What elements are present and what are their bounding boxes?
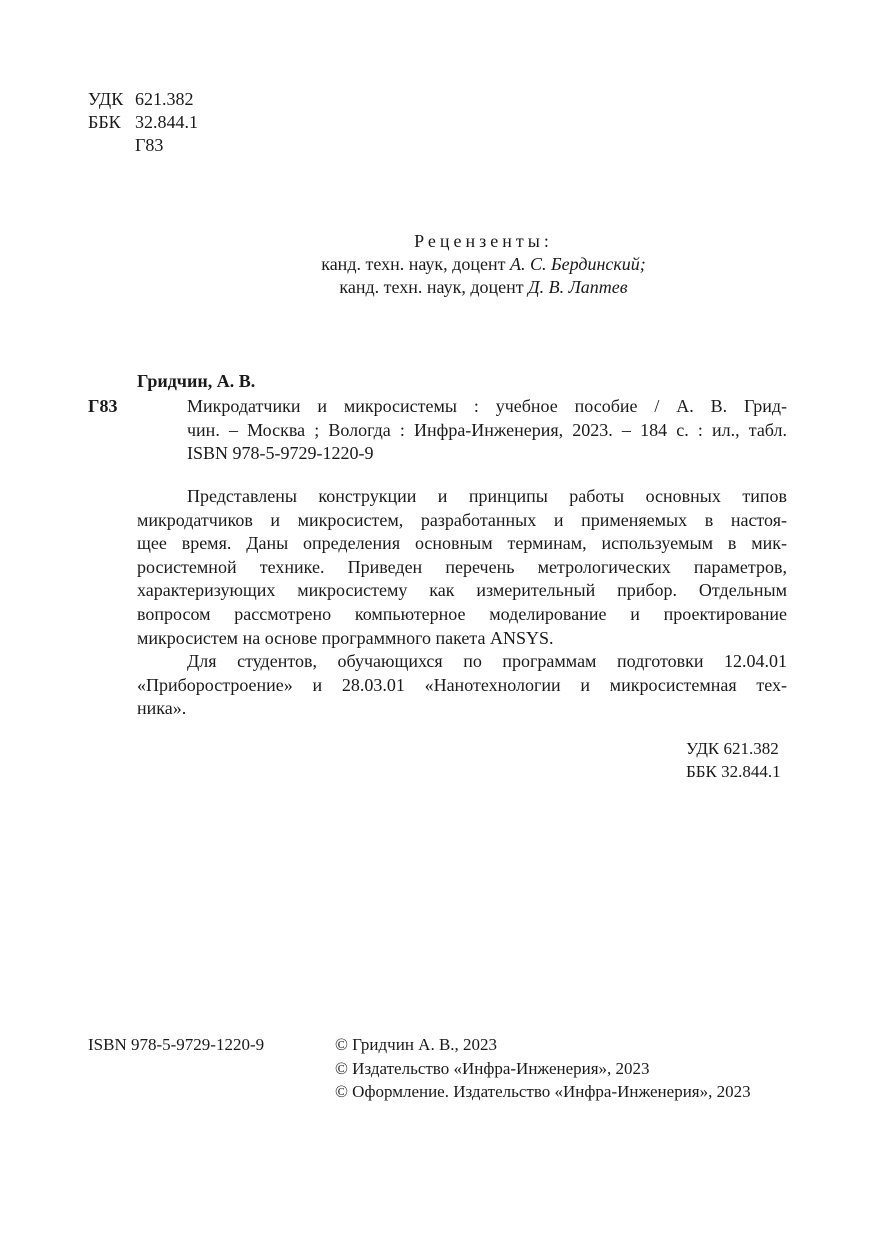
annotation-line: вопросом рассмотрено компьютерное моделирование и проектирование <box>137 603 787 624</box>
author-mark-top: Г83 <box>135 135 164 155</box>
copyright-author: © Гридчин А. В., 2023 <box>335 1035 498 1054</box>
reviewer-2-title: канд. техн. наук, доцент <box>339 277 524 297</box>
udk-value: 621.382 <box>135 89 194 109</box>
description-line-1: Микродатчики и микросистемы : учебное пособие / А. В. Грид- <box>187 396 787 416</box>
annotation-line: щее время. Даны определения основным терминам, используемым в мик- <box>137 533 787 554</box>
reviewers-heading: Рецензенты: <box>414 231 553 251</box>
copyright-design: © Оформление. Издательство «Инфра-Инженерия», 2023 <box>335 1082 751 1101</box>
author-heading: Гридчин, А. В. <box>137 371 256 391</box>
bbk-code: ББК 32.844.1 <box>686 762 781 781</box>
annotation-line: росистемной технике. Приведен перечень метрологических параметров, <box>137 556 787 577</box>
reviewers-block <box>0 230 875 299</box>
annotation-line: характеризующих микросистему как измерительный прибор. Отдельным <box>137 580 787 601</box>
footer-copyrights <box>335 1033 751 1104</box>
reviewer-1-name: А. С. Бердинский; <box>509 254 646 274</box>
copyright-publisher: © Издательство «Инфра-Инженерия», 2023 <box>335 1058 650 1078</box>
bbk-label: ББК <box>88 112 121 132</box>
annotation-line: «Приборостроение» и 28.03.01 «Нанотехнологии и микросистемная тех- <box>137 674 787 695</box>
annotation-line: микродатчиков и микросистем, разработанных и применяемых в настоя- <box>137 509 787 530</box>
bbk-value: 32.844.1 <box>135 112 198 132</box>
classification-codes-right <box>686 737 781 783</box>
annotation-line: ника». <box>137 698 187 719</box>
annotation-paragraph-1 <box>137 485 787 650</box>
reviewer-2 <box>0 276 875 299</box>
annotation-paragraph-2 <box>137 650 787 721</box>
author-mark: Г83 <box>88 396 118 416</box>
isbn-record: ISBN 978-5-9729-1220-9 <box>187 443 374 463</box>
classification-block <box>88 88 288 158</box>
udk-label: УДК <box>88 89 124 109</box>
reviewer-1 <box>0 253 875 276</box>
bibliographic-description <box>187 395 787 442</box>
reviewer-2-name: Д. В. Лаптев <box>528 277 628 297</box>
annotation-line: Представлены конструкции и принципы работы основных типов <box>187 486 787 506</box>
annotation-line: Для студентов, обучающихся по программам подготовки 12.04.01 <box>187 651 787 671</box>
udk-code: УДК 621.382 <box>686 739 779 758</box>
description-line-2: чин. – Москва ; Вологда : Инфра-Инженерия, 2023. – 184 с. : ил., табл. <box>187 419 787 440</box>
footer-isbn: ISBN 978-5-9729-1220-9 <box>88 1035 265 1054</box>
annotation-line: микросистем на основе программного пакета ANSYS. <box>137 627 554 648</box>
reviewer-1-title: канд. техн. наук, доцент <box>321 254 506 274</box>
